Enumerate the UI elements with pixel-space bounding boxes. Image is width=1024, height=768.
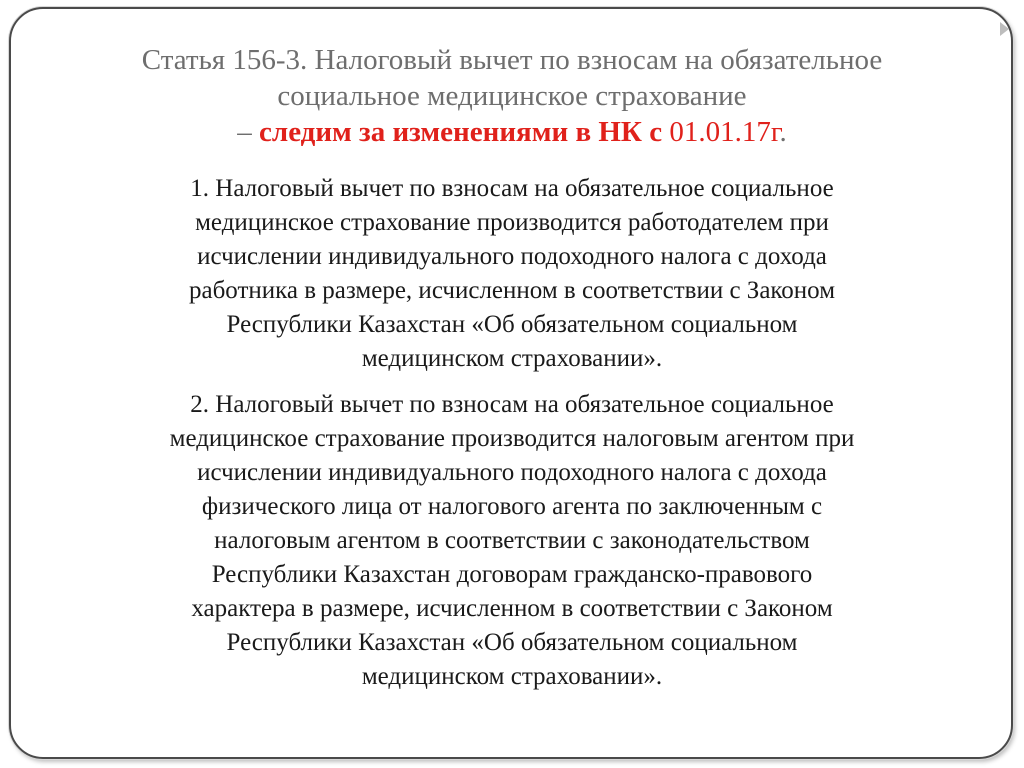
title-line-1: Статья 156-3. Налоговый вычет по взносам на обязательное <box>141 44 883 76</box>
paragraph-2-line: 2. Налоговый вычет по взносам на обязательное социальное <box>190 391 834 418</box>
title-line-2: социальное медицинское страхование <box>277 80 747 112</box>
paragraph-2-line: медицинском страховании». <box>361 663 663 690</box>
title-date: 01.01.17г <box>669 116 780 148</box>
paragraph-1 <box>0 172 1024 376</box>
paragraph-2-line: характера в размере, исчисленном в соответствии с Законом <box>191 595 833 622</box>
title-dash: – <box>237 116 260 148</box>
paragraph-2-line: исчислении индивидуального подоходного налога с дохода <box>197 459 827 486</box>
arrow-icon <box>1000 22 1009 36</box>
paragraph-1-line: Республики Казахстан «Об обязательном социальном <box>226 311 798 338</box>
title-line-3 <box>0 114 1024 150</box>
paragraph-1-line: 1. Налоговый вычет по взносам на обязательное социальное <box>190 175 834 202</box>
paragraph-2-line: медицинское страхование производится налоговым агентом при <box>169 425 855 452</box>
paragraph-1-line: медицинское страхование производится работодателем при <box>195 209 829 236</box>
paragraph-1-line: исчислении индивидуального подоходного налога с дохода <box>197 243 827 270</box>
slide-title <box>0 42 1024 150</box>
paragraph-2 <box>0 388 1024 694</box>
title-dot: . <box>779 116 787 148</box>
paragraph-2-line: налоговым агентом в соответствии с законодательством <box>214 527 810 554</box>
paragraph-1-line: работника в размере, исчисленном в соответствии с Законом <box>188 277 836 304</box>
paragraph-1-line: медицинском страховании». <box>361 345 663 372</box>
paragraph-2-line: физического лица от налогового агента по заключенным с <box>201 493 823 520</box>
paragraph-2-line: Республики Казахстан договорам гражданско-правового <box>211 561 813 588</box>
paragraph-2-line: Республики Казахстан «Об обязательном социальном <box>226 629 798 656</box>
title-accent-text: следим за изменениями в НК с <box>259 116 670 148</box>
